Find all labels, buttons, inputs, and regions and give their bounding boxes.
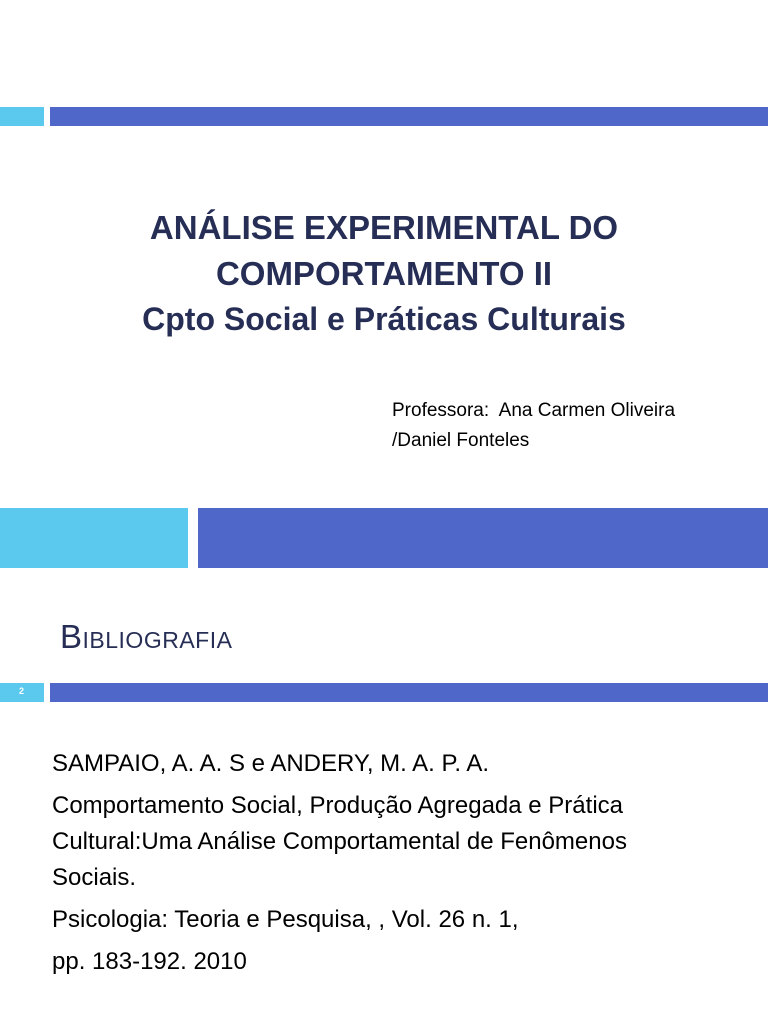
accent-bar-blue: [50, 107, 768, 126]
reference-entry: [52, 746, 752, 986]
reference-title: [52, 788, 752, 896]
title-line-2: COMPORTAMENTO II: [215, 255, 553, 293]
accent-bar-cyan: [0, 107, 44, 126]
title-slide: [0, 0, 768, 508]
slide-separator-blue: [198, 508, 768, 568]
professor-credit: [392, 396, 675, 456]
reference-title-line-1: Comportamento Social, Produção Agregada e Prática: [52, 792, 623, 819]
reference-journal: Psicologia: Teoria e Pesquisa, , Vol. 26 n. 1,: [52, 906, 519, 933]
professor-line-2: /Daniel Fonteles: [392, 430, 530, 451]
slide-subtitle: Cpto Social e Práticas Culturais: [142, 301, 626, 338]
reference-title-line-3: Sociais.: [52, 864, 137, 891]
heading-initial: B: [60, 618, 83, 655]
professor-line-1: Professora: Ana Carmen Oliveira: [392, 400, 676, 421]
title-line-1: ANÁLISE EXPERIMENTAL DO: [149, 209, 619, 246]
reference-authors: SAMPAIO, A. A. S e ANDERY, M. A. P. A.: [52, 750, 490, 777]
bibliography-heading: [60, 618, 232, 656]
bibliography-slide: [0, 568, 768, 1024]
accent-bar-blue: [50, 683, 768, 702]
reference-title-line-2: Cultural:Uma Análise Comportamental de Fenômenos: [52, 828, 627, 855]
reference-pages: pp. 183-192. 2010: [52, 948, 247, 975]
page-number: 2: [19, 686, 25, 696]
slide-separator-cyan: [0, 508, 188, 568]
heading-rest: ibliografia: [82, 618, 233, 655]
slide-title: [0, 205, 768, 342]
